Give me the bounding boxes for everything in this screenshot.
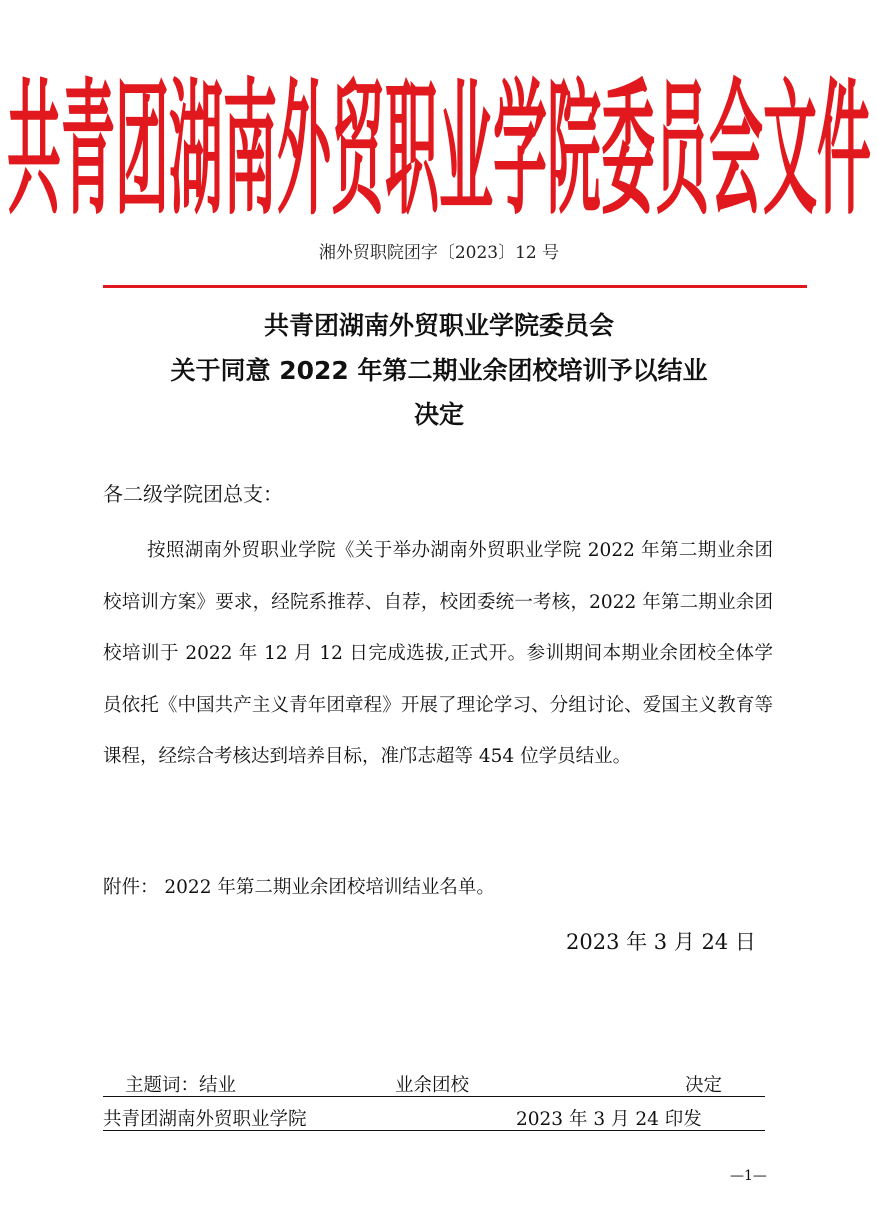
signing-date: 2023 年 3 月 24 日 [566,930,756,954]
keyword-item: 业余团校 [395,1075,470,1096]
masthead-title: 共青团湖南外贸职业学院委员会文件 [7,63,871,234]
body-paragraph: 按照湖南外贸职业学院《关于举办湖南外贸职业学院 2022 年第二期业余团校培训方案》要求，经院系推荐、自荐，校团委统一考核，2022 年第二期业余团校培训于 2022 年 12 月 12 日完成选拔,正式开。参训期间本期业余团校全体学员依托《中国共产主义青年团章程》开展了理论学习、分组讨论、爱国主义教育等课程，经综合考核达到培养目标，准邝志超等 454 位学员结业。 [103,540,773,767]
keyword-item: 决定 [685,1075,723,1096]
keywords-label: 主题词：结业 [125,1075,237,1096]
document-title-line-3: 决定 [413,400,464,429]
attachment-note: 附件： 2022 年第二期业余团校培训结业名单。 [103,877,495,898]
salutation: 各二级学院团总支： [103,482,283,506]
keywords-row [103,1068,765,1097]
page-number: —1— [730,1168,767,1184]
document-number: 湘外贸职院团字〔2023〕12 号 [318,243,560,263]
document-title-line-2: 关于同意 2022 年第二期业余团校培训予以结业 [170,356,708,385]
document-title-line-1: 共青团湖南外贸职业学院委员会 [263,311,614,340]
issuance-row [103,1102,765,1131]
red-divider-line [103,285,807,288]
issue-date: 2023 年 3 月 24 印发 [516,1109,702,1130]
issuer-name: 共青团湖南外贸职业学院 [103,1109,307,1130]
